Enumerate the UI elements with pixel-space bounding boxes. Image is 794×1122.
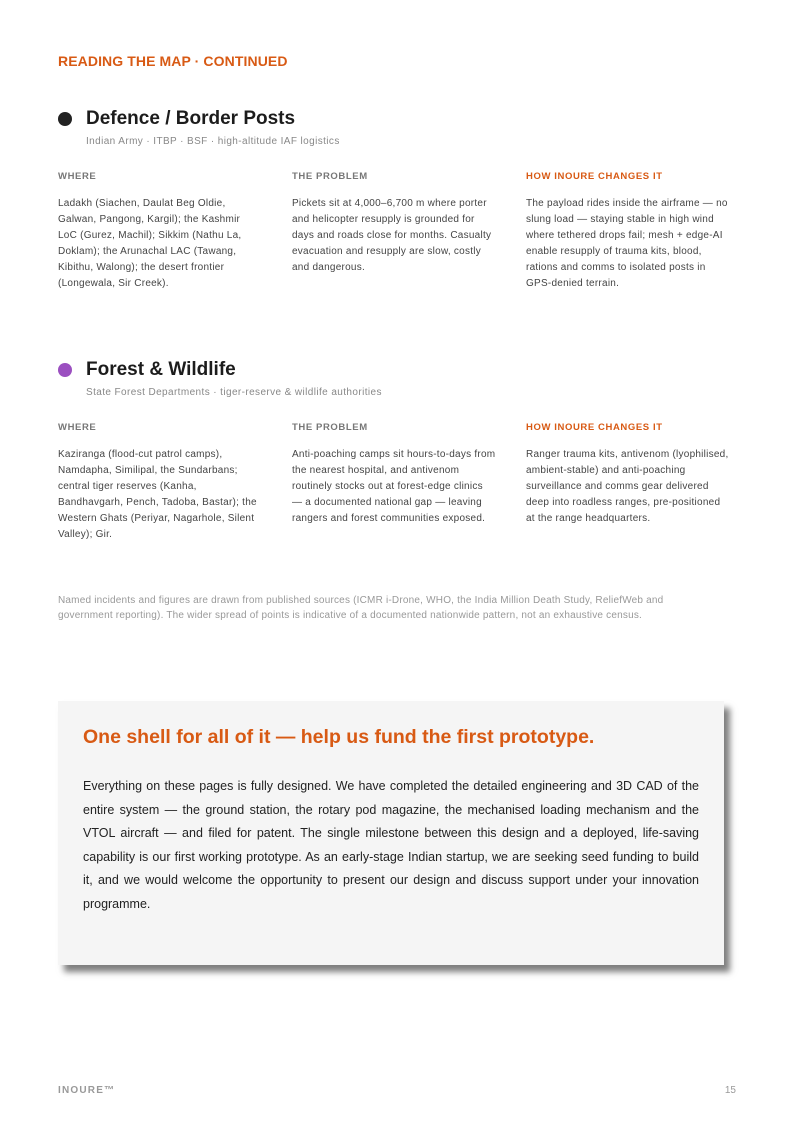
section-defence — [58, 108, 748, 292]
section-header — [58, 108, 748, 130]
problem-text: Anti-poaching camps sit hours-to-days from the nearest hospital, and antivenom routinely stocks out at forest-edge clinics — a documented national gap — leaving rangers and forest communities exposed. — [292, 449, 496, 524]
change-text: Ranger trauma kits, antivenom (lyophilised, ambient-stable) and anti-poaching surveillance and comms gear delivered deep into roadless ranges, pre-positioned at the range headquarters. — [526, 449, 729, 524]
where-text: Kaziranga (flood-cut patrol camps), Namdapha, Similipal, the Sundarbans; central tiger reserves (Kanha, Bandhavgarh, Pench, Tadoba, Bastar); the Western Ghats (Periyar, Nagarhole, Silent Valley); Gir. — [58, 449, 257, 540]
problem-heading: THE PROBLEM — [292, 171, 368, 182]
change-text: The payload rides inside the airframe — no slung load — staying stable in high wind where tethered drops fail; mesh + edge-AI enable resupply of trauma kits, blood, rations and comms to isolated posts in GPS-denied terrain. — [526, 198, 728, 289]
where-column — [58, 171, 292, 292]
change-column — [526, 422, 760, 543]
section-columns — [58, 422, 748, 543]
change-column — [526, 171, 760, 292]
where-text: Ladakh (Siachen, Daulat Beg Oldie, Galwan, Pangong, Kargil); the Kashmir LoC (Gurez, Machil); Sikkim (Nathu La, Doklam); the Arunachal LAC (Tawang, Kibithu, Walong); the desert frontier (Longewala, Sir Creek). — [58, 198, 242, 289]
footer-brand: INOURE™ — [58, 1085, 116, 1096]
page-number: 15 — [724, 1085, 736, 1096]
callout-title: One shell for all of it — help us fund the first prototype. — [83, 726, 595, 748]
change-heading: HOW INOURE CHANGES IT — [526, 171, 663, 182]
callout-body: Everything on these pages is fully designed. We have completed the detailed engineering and 3D CAD of the entire system — the ground station, the rotary pod magazine, the mechanised loading mechanism and the VTOL aircraft — and filed for patent. The single milestone between this design and a deployed, life-saving capability is our first working prototype. As an early-stage Indian startup, we are seeking seed funding to build it, and we would welcome the opportunity to present our design and discuss support under your innovation programme. — [83, 779, 699, 911]
section-kicker: READING THE MAP · CONTINUED — [58, 53, 288, 69]
where-heading: WHERE — [58, 422, 97, 433]
funding-callout — [58, 701, 724, 965]
problem-column — [292, 422, 526, 543]
forest-bullet-icon — [58, 363, 72, 377]
where-column — [58, 422, 292, 543]
defence-bullet-icon — [58, 112, 72, 126]
section-title: Forest & Wildlife — [86, 359, 236, 380]
section-forest — [58, 359, 748, 543]
sources-note: Named incidents and figures are drawn from published sources (ICMR i-Drone, WHO, the India Million Death Study, ReliefWeb and government reporting). The wider spread of points is indicative of a documented nationwide pattern, not an exhaustive census. — [58, 595, 664, 621]
section-columns — [58, 171, 748, 292]
change-heading: HOW INOURE CHANGES IT — [526, 422, 663, 433]
section-subtitle: State Forest Departments · tiger-reserve & wildlife authorities — [86, 387, 382, 398]
where-heading: WHERE — [58, 171, 97, 182]
section-header — [58, 359, 748, 381]
section-title: Defence / Border Posts — [86, 108, 296, 129]
problem-heading: THE PROBLEM — [292, 422, 368, 433]
problem-text: Pickets sit at 4,000–6,700 m where porter and helicopter resupply is grounded for days and roads close for months. Casualty evacuation and resupply are slow, costly and dangerous. — [292, 198, 492, 273]
section-subtitle: Indian Army · ITBP · BSF · high-altitude IAF logistics — [86, 136, 340, 147]
problem-column — [292, 171, 526, 292]
